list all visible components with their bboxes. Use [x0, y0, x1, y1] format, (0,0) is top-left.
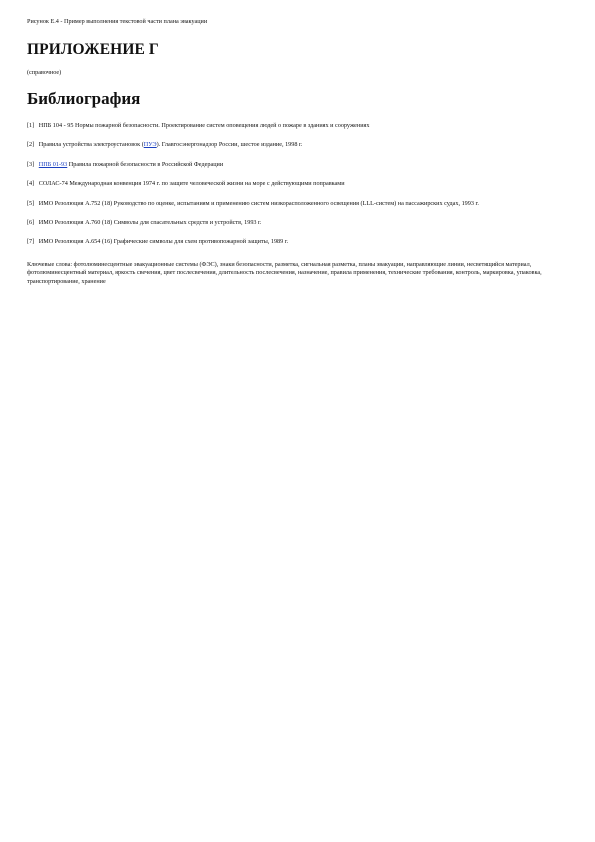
bibliography-number: [5]	[27, 199, 35, 207]
section-title: Библиография	[27, 89, 141, 108]
bibliography-text: ). Главгосэнергонадзор России, шестое издание, 1998 г.	[156, 141, 303, 149]
bibliography-text: ИМО Резолюция А.760 (18) Символы для спасательных средств и устройств, 1993 г.	[38, 219, 262, 227]
bibliography-item	[27, 141, 572, 149]
bibliography-item	[27, 238, 572, 246]
bibliography-text: ИМО Резолюция А.752 (18) Руководство по оценке, испытаниям и применению систем низкорасположенного освещения (LLL-систем) на пассажирских судах, 1993 г.	[38, 199, 479, 207]
bibliography-item	[27, 219, 572, 227]
bibliography-item	[27, 122, 572, 130]
bibliography-number: [4]	[27, 180, 35, 188]
bibliography-item	[27, 180, 572, 188]
pue-link[interactable]: ПУЭ	[143, 141, 157, 149]
keywords: Ключевые слова: фотолюминесцентные эвакуационные системы (ФЭС), знаки безопасности, разметка, сигнальная разметка, планы эвакуации, направляющие линии, несветящийся материал, фотолюминесцентный материал, яркость свечения, цвет послесвечения, длительность послесвечения, назначение, правила применения, технические требования, контроль, маркировка, упаковка, транспортирование, хранение	[27, 260, 542, 285]
document-page	[27, 18, 572, 292]
ppb-link[interactable]: ППБ 01-93	[38, 160, 68, 168]
bibliography-number: [2]	[27, 141, 35, 149]
bibliography-item	[27, 200, 572, 208]
bibliography-text: Правила пожарной безопасности в Российской Федерации	[67, 160, 224, 168]
bibliography-text: СОЛАС-74 Международная конвенция 1974 г. по защите человеческой жизни на море с действующими поправками	[38, 180, 345, 188]
bibliography-text: Правила устройства электроустановок (	[38, 141, 144, 149]
figure-caption: Рисунок Е.4 - Пример выполнения текстовой части плана эвакуации	[27, 18, 208, 25]
bibliography-number: [7]	[27, 238, 35, 246]
bibliography-number: [1]	[27, 122, 35, 129]
bibliography-number: [6]	[27, 219, 35, 227]
bibliography-item	[27, 161, 572, 169]
bibliography-text: НПБ 104 - 95 Нормы пожарной безопасности. Проектирование систем оповещения людей о пожаре в зданиях и сооружениях	[38, 122, 370, 129]
bibliography-number: [3]	[27, 160, 35, 168]
appendix-note: (справочное)	[27, 69, 62, 76]
bibliography-text: ИМО Резолюция А.654 (16) Графические символы для схем противопожарной защиты, 1989 г.	[38, 238, 289, 246]
appendix-title: ПРИЛОЖЕНИЕ Г	[27, 41, 159, 58]
